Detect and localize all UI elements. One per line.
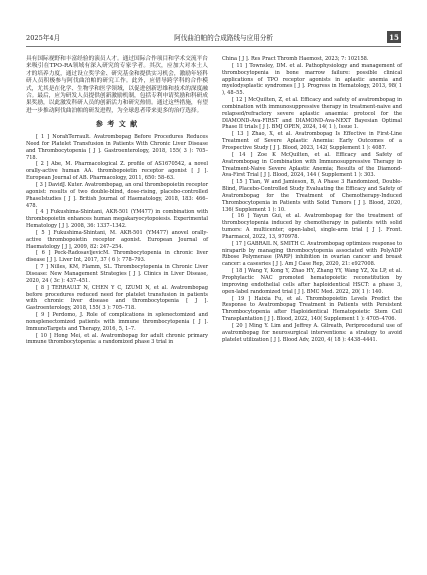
reference-item: [ 12 ] McQuilten, Z, et al. Efficacy and safety of avatrombopag in combination with immunosuppressive therapy in treatment-naive and relapsed/refractory severe aplastic anaemia: protocol for the DIAMOND-Ava-FIRST and DIAMOND-Ava-NEXT Bayesian Optimal Phase II trials [ J ]. BMJ OPEN, 2024, 14( 1 ), Issue 1.	[222, 97, 402, 131]
reference-item: [ 18 ] Wang Y, Kong Y, Zhao HY, Zhang YY, Wang YZ, Xu LP, et al. Prophylactic NAC promoted hematopoietic reconstitution by improving endothelial cells after haploidentical HSCT: a phase 3, open-label randomized trial [ J ]. BMC Med. 2022, 20( 1 ): 140.	[222, 268, 402, 295]
reference-item: [ 5 ] Fukushima-Shintani, M. AKR-501 (YM477) anovel orally-active thrombopoietin receptor agonist. European Journal of Haematology [ J ], 2009, 82: 247–254.	[26, 229, 208, 250]
reference-item: [ 10 ] Hong Mei, et al. Avatrombopag for adult chronic primary immune thrombocytopenia: a randomized phase 3 trial in	[26, 332, 208, 346]
reference-item: [ 4 ] Fukushima-Shintani, AKR-501 (YM477) in combination with thrombopoietin enhances human megakaryocytopoiesis. Experimental Hematology [ J ]. 2008, 36: 1337–1342.	[26, 209, 208, 230]
header-rule	[26, 46, 401, 47]
reference-item: [ 15 ] Tian, W and Jamieson, B, A Phase 3 Randomized, Double-Blind, Placebo-Controlled Study Evaluating the Efficacy and Safety of Avatrombopag for the Treatment of Chemotherapy-Induced Thrombocytopenia in Patients with Solid Tumors [ J ]. Blood, 2020, 136( Supplement 1 ): 10.	[222, 179, 402, 213]
running-header	[26, 30, 401, 44]
reference-item: [ 7 ] Nilles, KM, Flamm, SL. Thrombocytopenia in Chronic Liver Disease: New Management Strategies [ J ]. Clinics in Liver Disease, 2020, 24 ( 3c ): 437–451.	[26, 264, 208, 284]
reference-item: [ 11 ] Townsley, DM. et al. Pathophysiology and management of thrombocytopenia in bone marrow failure: possible clinical applications of TPO receptor agonists in aplastic anemia and myelodysplastic syndromes [ J ]. Progress in Hematology, 2013, 98( 1 ), 48–55.	[222, 62, 402, 97]
reference-item: [ 19 ] Haixia Fu, et al. Thrombopoietin Levels Predict the Response to Avatrombopag Treatment in Patients with Persistent Thrombocytopenia after Haploidentical Hematopoietic Stem Cell Transplantation [ J ]. Blood, 2022, 140( Supplement 1 ): 4705–4706.	[222, 295, 402, 323]
references-title: 参 考 文 献	[95, 119, 139, 129]
reference-item: [ 17 ] GABRAIL N, SMITH C. Avatrombopag optimizes response to niraparib by managing thrombocytopenia associated with PolyADP Ribose Polymerase (PARP) inhibition in ovarian cancer and breast cancer: a casesries [ J ]. Am J Case Rep, 2020, 21: e927008.	[222, 240, 402, 268]
reference-item: [ 16 ] Yayun Gui, et al. Avatrombopag for the treatment of thrombocytopenia induced by chemotherapy in patients with solid tumors: A multicenter, open-label, single-arm trial [ J ]. Front. Pharmacol, 2022, 13, 970978.	[222, 213, 402, 240]
header-date: 2025年4月	[26, 34, 61, 42]
reference-item: [ 8 ] TERRAULT N, CHEN Y C, IZUMI N, et al. Avatrombopag before procedures reduced need for platelet transfusion in patients with chronic liver disease and thrombocytopenia [ J ]. Gastroenterology, 2018, 155( 3 ): 705–718.	[26, 284, 208, 312]
reference-item: [ 9 ] Perdomo, J. Role of complications in splenectomized and nonsplenectomized patients with immune thrombocytopenia [ J ]. ImmunoTargets and Therapy, 2016, 5, 1–7.	[26, 312, 208, 332]
reference-list-right	[222, 56, 402, 343]
reference-item: [ 6 ] Peck-RadosavljevicM. Thrombocytopenia in chronic liver disease [ J ]. Liver Int, 2017, 37 ( 6 ): 778–793.	[26, 250, 208, 264]
reference-item: [ 1 ] NorahTerrault. Avatrombopag Before Procedures Reduces Need for Platelet Transfusion in Patients With Chronic Liver Disease and Thrombocytopenia [ J ]. Gastroenterology, 2018, 155( 3 ): 705–718.	[26, 134, 208, 161]
reference-item: [ 13 ] Zhao, X, et al. Avatrombopag Is Effective in First-Line Treatment of Severe Aplastic Anemia: Early Outcomes of a Prospective Study [ J ]. Blood, 2023, 142( Supplement 1 ): 4087.	[222, 131, 402, 151]
page-number: 15	[387, 31, 401, 43]
reference-item: [ 20 ] Ming Y. Lim and Jeffrey A. Gilreath, Periprocedural use of avatrombopag for neurosurgical interventions: a strategy to avoid platelet utilization [ J ]. Blood Adv, 2020, 4( 18 ): 4438–4441.	[222, 322, 402, 343]
right-column	[222, 56, 402, 343]
left-column	[26, 56, 208, 346]
reference-item: [ 3 ] DavidJ. Kuter. Avatrombopag, an oral thrombopoietin receptor agonist: results of two double-blind, dose-rising, placebo-controlled PhaseIstudies [ J ]. British Journal of Haematology, 2018, 183: 466–478.	[26, 182, 208, 209]
reference-item: [ 2 ] Abe, M. Pharmacological Z. profile of AS1670542, a novel orally-active human AA. thrombopoietin receptor agonist [ J ]. European Journal of AB. Pharmacology, 2011, 650: 58–63.	[26, 161, 208, 182]
reference-list-left	[26, 134, 208, 346]
header-journal-title: 阿伐曲泊帕的合成路线与应用分析	[174, 34, 274, 42]
body-paragraph: 具有国际视野和丰富经验的演员人才。通过国际合作项目和学术交流平台来吸引在TPO-RA领域有深入研究的专家学者。其次，应加大对本土人才的培养力度，通过设立奖学金、研究基金和提供实习机会，激励年轻科研人员积极参与阿伐曲泊帕的研究工作。此外，应借导跨学科的合作模式，尤其是在化学、生物学和医学领域，以促进创新思维和技术的深度融合。最后，应为研发人员提供创新激励机制，包括专利申请奖励和科研成果奖励，以此激发科研人员的创新活力和研究热情。通过这些措施，有望进一步推动阿伐曲泊帕的研发进程，为全球患者带来更多的治疗选择。	[26, 56, 208, 114]
reference-item: [ 14 ] Zoe K McQuilten, et al. Efficacy and Safety of Avatrombopag in Combination with Immunosuppressive Therapy in Treatment-Naive Severe Aplastic Anemia; Results of the Diamond-Ava-First Trial [ J ]. Blood, 2024, 144 ( Supplement 1 ): 303.	[222, 151, 402, 179]
reference-item: China [ J ]. Res Pract Thromb Haemost, 2023; 7: 102158.	[222, 56, 369, 62]
